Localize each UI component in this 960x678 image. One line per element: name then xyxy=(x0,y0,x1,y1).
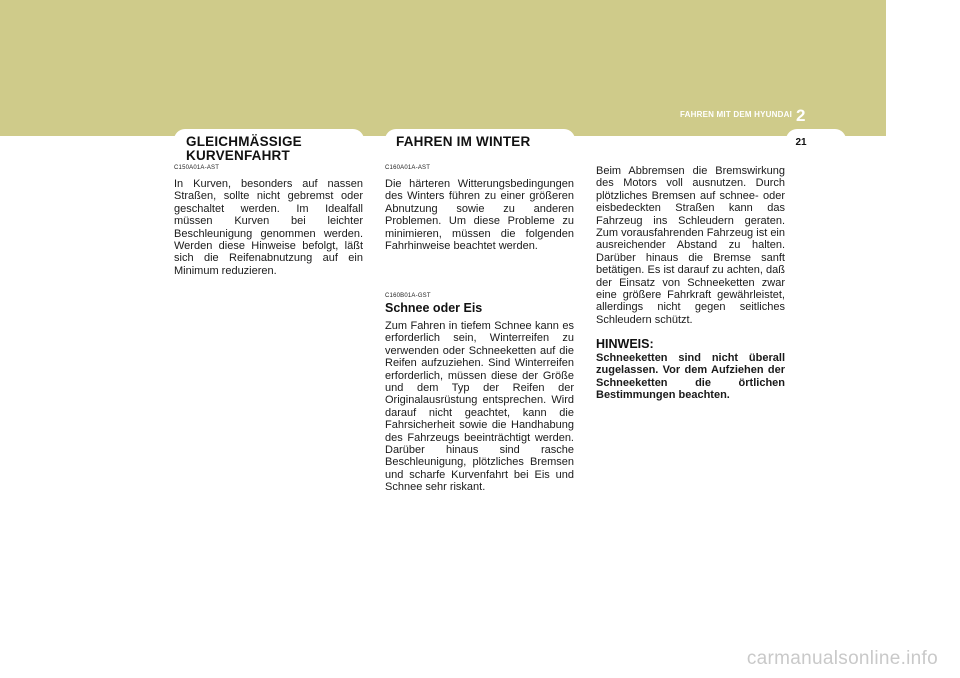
subsection-title: Schnee oder Eis xyxy=(385,301,483,315)
watermark: carmanualsonline.info xyxy=(746,648,938,669)
section-title-winter: FAHREN IM WINTER xyxy=(396,134,531,149)
note-body: Schneeketten sind nicht überall zugelassen. Vor dem Aufziehen der Schneeketten die örtlichen Bestimmungen beachten. xyxy=(596,352,785,402)
page-number: 21 xyxy=(795,137,807,148)
chapter-label: FAHREN MIT DEM HYUNDAI xyxy=(680,110,792,119)
body-text: Die härteren Witterungsbedingungen des Winters führen zu einer größeren Abnutzung sowie zu anderen Problemen. Um diese Probleme zu minimieren, müssen die folgenden Fahrhinweise beachtet werden. xyxy=(385,178,574,253)
body-text: In Kurven, besonders auf nassen Straßen, sollte nicht gebremst oder geschaltet werden. Im Idealfall müssen Kurven bei leichter Beschleunigung genommen werden. Werden diese Hinweise befolgt, läßt sich die Reifenabnutzung auf ein Minimum reduzieren. xyxy=(174,178,363,277)
section-code: C150A01A-AST xyxy=(174,165,220,171)
section-code: C160A01A-AST xyxy=(385,165,431,171)
section-title-curves: GLEICHMÄSSIGE KURVENFAHRT xyxy=(186,134,302,163)
note-title: HINWEIS: xyxy=(596,337,654,351)
body-text: Beim Abbremsen die Bremswirkung des Motors voll ausnutzen. Durch plötzliches Bremsen auf schnee- oder eisbedeckten Straßen kann das Fahrzeug ins Schleudern geraten. Zum vorausfahrenden Fahrzeug ist ein ausreichender Abstand zu halten. Darüber hinaus die Bremse sanft betätigen. Es ist darauf zu achten, daß der Einsatz von Schneeketten zwar eine größere Fahrkraft gewährleistet, allerdings nicht gegen seitliches Schleudern schützt. xyxy=(596,165,785,326)
section-code: C160B01A-GST xyxy=(385,293,431,299)
body-text: Zum Fahren in tiefem Schnee kann es erforderlich sein, Winterreifen zu verwenden oder Schneeketten auf die Reifen aufzuziehen. Sind Winterreifen erforderlich, müssen diese der Größe und dem Typ der Reifen der Originalausrüstung entsprechen. Wird darauf nicht geachtet, kann die Fahrsicherheit sowie die Handhabung des Fahrzeugs beeinträchtigt werden. Darüber hinaus sind rasche Beschleunigung, plötzliches Bremsen und scharfe Kurvenfahrt bei Eis und Schnee sehr riskant. xyxy=(385,320,574,494)
chapter-number: 2 xyxy=(796,106,806,125)
